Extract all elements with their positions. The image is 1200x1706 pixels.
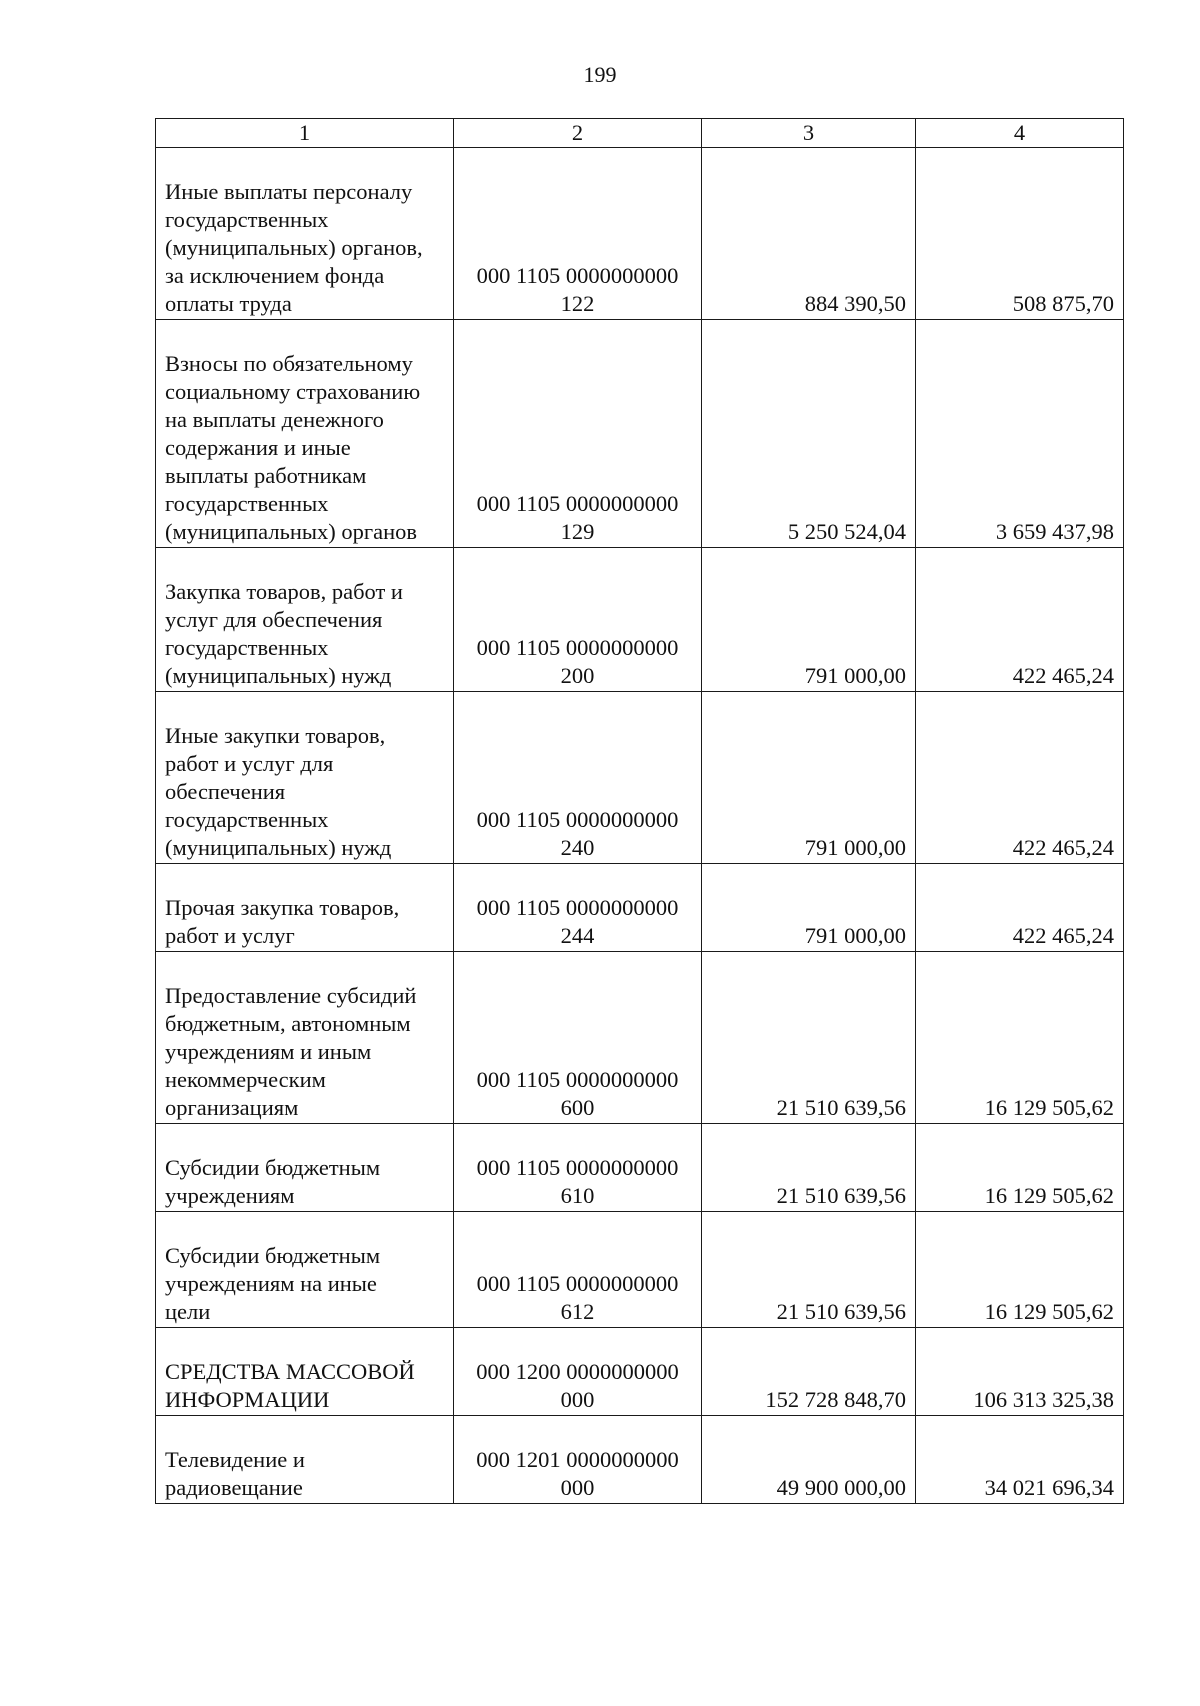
row-col4: 16 129 505,62 (916, 1212, 1124, 1328)
row-code-line2: 600 (560, 1095, 595, 1120)
row-code-line2: 244 (560, 923, 595, 948)
row-code-line2: 129 (560, 519, 595, 544)
row-code (454, 320, 702, 548)
row-code (454, 148, 702, 320)
row-code-line2: 000 (560, 1387, 595, 1412)
header-col-3: 3 (702, 119, 916, 148)
table-row (156, 148, 1124, 320)
table-row (156, 952, 1124, 1124)
row-name (156, 320, 454, 548)
row-col3: 884 390,50 (702, 148, 916, 320)
row-code (454, 692, 702, 864)
row-name-text: Иные выплаты персоналу государственных (муниципальных) органов, за исключением фонда оплаты труда (165, 179, 423, 316)
row-col3: 152 728 848,70 (702, 1328, 916, 1416)
table-row (156, 864, 1124, 952)
row-name (156, 1124, 454, 1212)
row-code-line2: 240 (560, 835, 595, 860)
header-col-1: 1 (156, 119, 454, 148)
row-col4: 422 465,24 (916, 548, 1124, 692)
row-name-text: Предоставление субсидий бюджетным, автономным учреждениям и иным некоммерческим организациям (165, 983, 417, 1120)
row-col3: 21 510 639,56 (702, 952, 916, 1124)
row-col4: 422 465,24 (916, 864, 1124, 952)
row-col4: 16 129 505,62 (916, 1124, 1124, 1212)
row-name-text: Телевидение и радиовещание (165, 1447, 305, 1500)
row-code (454, 952, 702, 1124)
row-code-line1: 000 1105 0000000000 (476, 263, 679, 288)
row-code-line2: 000 (560, 1475, 595, 1500)
table-row (156, 320, 1124, 548)
row-code-line1: 000 1201 0000000000 (476, 1447, 679, 1472)
row-code-line1: 000 1105 0000000000 (476, 491, 679, 516)
row-name (156, 864, 454, 952)
row-col3: 791 000,00 (702, 864, 916, 952)
table-row (156, 1212, 1124, 1328)
row-col3: 791 000,00 (702, 548, 916, 692)
header-col-4: 4 (916, 119, 1124, 148)
table-row (156, 548, 1124, 692)
row-code-line1: 000 1105 0000000000 (476, 1155, 679, 1180)
row-code (454, 548, 702, 692)
row-col4: 34 021 696,34 (916, 1416, 1124, 1504)
row-code-line1: 000 1105 0000000000 (476, 895, 679, 920)
table-row (156, 1124, 1124, 1212)
row-code (454, 1212, 702, 1328)
header-row (156, 119, 1124, 148)
budget-table (155, 118, 1124, 1504)
row-col3: 791 000,00 (702, 692, 916, 864)
row-name (156, 952, 454, 1124)
row-code (454, 1328, 702, 1416)
row-code (454, 1416, 702, 1504)
row-name-text: Субсидии бюджетным учреждениям (165, 1155, 381, 1208)
row-name (156, 1416, 454, 1504)
row-code-line2: 122 (560, 291, 595, 316)
row-code-line1: 000 1105 0000000000 (476, 635, 679, 660)
row-name (156, 692, 454, 864)
row-name-text: Закупка товаров, работ и услуг для обеспечения государственных (муниципальных) нужд (165, 579, 403, 688)
row-code-line1: 000 1200 0000000000 (476, 1359, 679, 1384)
row-code-line1: 000 1105 0000000000 (476, 1271, 679, 1296)
table-row (156, 1416, 1124, 1504)
row-col3: 5 250 524,04 (702, 320, 916, 548)
table-row (156, 1328, 1124, 1416)
row-code (454, 1124, 702, 1212)
row-name (156, 548, 454, 692)
row-col4: 3 659 437,98 (916, 320, 1124, 548)
row-code-line1: 000 1105 0000000000 (476, 807, 679, 832)
row-col4: 16 129 505,62 (916, 952, 1124, 1124)
row-name (156, 148, 454, 320)
row-code-line2: 200 (560, 663, 595, 688)
row-col3: 21 510 639,56 (702, 1124, 916, 1212)
row-col3: 21 510 639,56 (702, 1212, 916, 1328)
row-name-text: СРЕДСТВА МАССОВОЙ ИНФОРМАЦИИ (165, 1359, 415, 1412)
row-code-line2: 610 (560, 1183, 595, 1208)
row-name-text: Субсидии бюджетным учреждениям на иные цели (165, 1243, 381, 1324)
row-col4: 422 465,24 (916, 692, 1124, 864)
page-number: 199 (583, 62, 617, 87)
row-col3: 49 900 000,00 (702, 1416, 916, 1504)
row-name-text: Взносы по обязательному социальному страхованию на выплаты денежного содержания и иные выплаты работникам государственных (муниципальных) органов (165, 351, 421, 544)
row-name-text: Иные закупки товаров, работ и услуг для обеспечения государственных (муниципальных) нужд (165, 723, 392, 860)
row-name-text: Прочая закупка товаров, работ и услуг (165, 895, 400, 948)
row-name (156, 1328, 454, 1416)
table-body (156, 148, 1124, 1504)
table-row (156, 692, 1124, 864)
row-name (156, 1212, 454, 1328)
row-col4: 106 313 325,38 (916, 1328, 1124, 1416)
row-code (454, 864, 702, 952)
table-header (156, 119, 1124, 148)
row-code-line2: 612 (560, 1299, 595, 1324)
row-col4: 508 875,70 (916, 148, 1124, 320)
header-col-2: 2 (454, 119, 702, 148)
row-code-line1: 000 1105 0000000000 (476, 1067, 679, 1092)
